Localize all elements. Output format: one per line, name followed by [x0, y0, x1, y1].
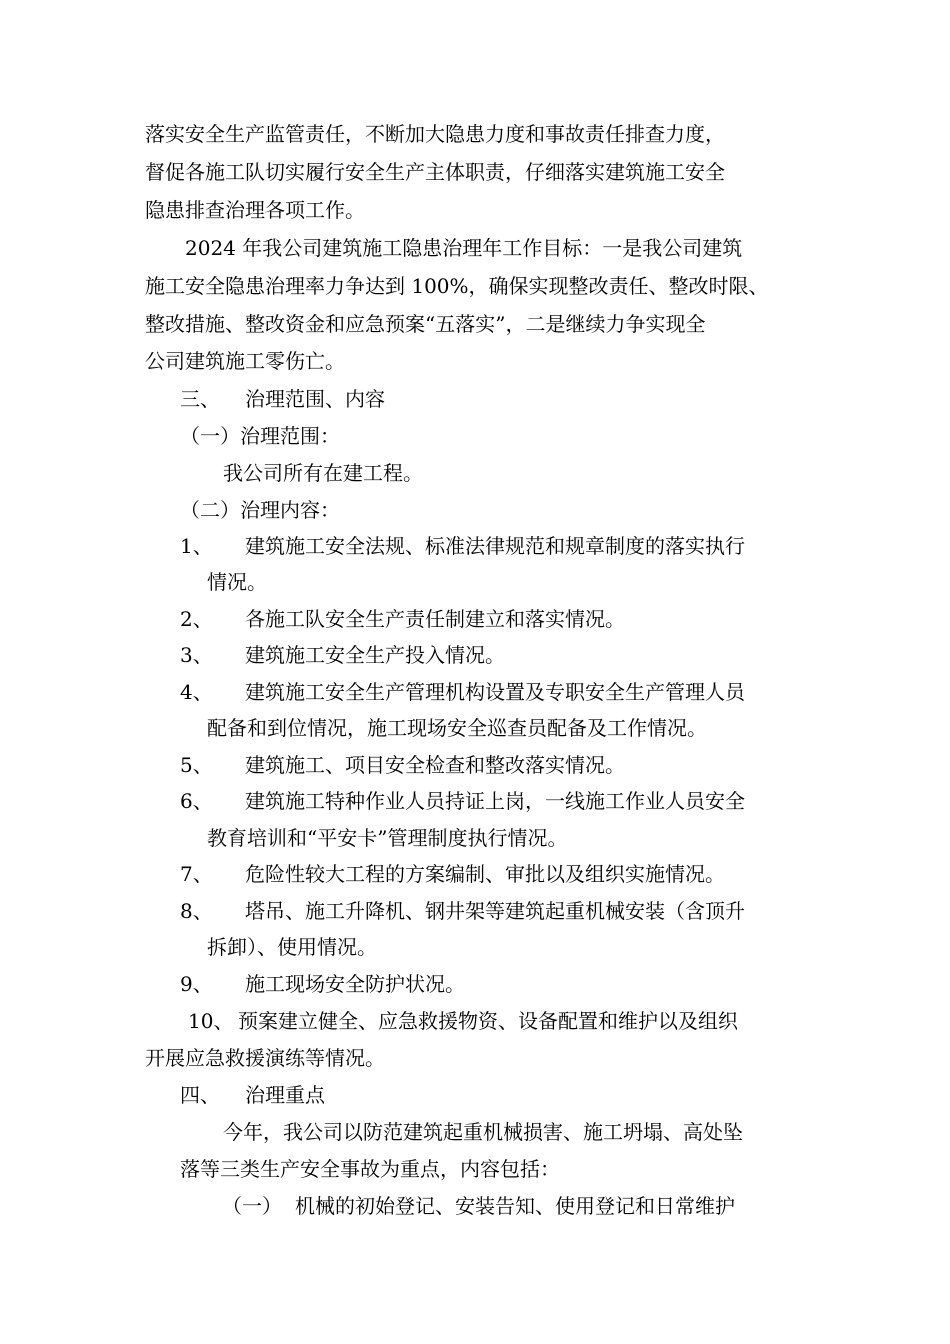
- item-number: 4、: [180, 680, 213, 704]
- item-text: 施工现场安全防护状况。: [245, 972, 465, 996]
- item-text: 危险性较大工程的方案编制、审批以及组织实施情况。: [245, 862, 725, 886]
- scope-heading: （一）治理范围：: [180, 424, 340, 448]
- scope-text: 我公司所有在建工程。: [223, 461, 423, 485]
- item-text-cont: 教育培训和“平安卡”管理制度执行情况。: [207, 826, 568, 850]
- goal-line-2: 施工安全隐患治理率力争达到 100%，确保实现整改责任、整改时限、: [145, 274, 769, 298]
- section3-number: 三、: [180, 387, 220, 411]
- item-text: 建筑施工安全法规、标准法律规范和规章制度的落实执行: [245, 534, 745, 558]
- subsection-number: （一）: [222, 1194, 282, 1218]
- item-text-cont: 开展应急救援演练等情况。: [145, 1046, 385, 1070]
- item-text: 预案建立健全、应急救援物资、设备配置和维护以及组织: [238, 1009, 738, 1033]
- goal-line-3: 整改措施、整改资金和应急预案“五落实”，二是继续力争实现全: [145, 312, 706, 336]
- item-text: 建筑施工特种作业人员持证上岗，一线施工作业人员安全: [245, 789, 745, 813]
- item-text-cont: 情况。: [207, 570, 267, 594]
- goal-line-1: 2024 年我公司建筑施工隐患治理年工作目标：一是我公司建筑: [185, 236, 743, 260]
- item-number: 6、: [180, 789, 213, 813]
- section3-title: 治理范围、内容: [245, 387, 385, 411]
- goal-line-4: 公司建筑施工零伤亡。: [145, 349, 345, 373]
- item-number: 1、: [180, 534, 213, 558]
- section4-number: 四、: [180, 1083, 220, 1107]
- item-text-cont: 拆卸）、使用情况。: [207, 935, 377, 959]
- item-text: 各施工队安全生产责任制建立和落实情况。: [245, 607, 625, 631]
- subsection-text: 机械的初始登记、安装告知、使用登记和日常维护: [295, 1194, 735, 1218]
- content-heading: （二）治理内容：: [180, 498, 340, 522]
- item-text-cont: 配备和到位情况，施工现场安全巡查员配备及工作情况。: [207, 716, 707, 740]
- section4-title: 治理重点: [245, 1083, 325, 1107]
- intro-line-2: 督促各施工队切实履行安全生产主体职责，仔细落实建筑施工安全: [145, 160, 725, 184]
- item-text: 建筑施工安全生产管理机构设置及专职安全生产管理人员: [245, 680, 745, 704]
- item-number: 10、: [188, 1009, 234, 1033]
- section4-paragraph-line-2: 落等三类生产安全事故为重点，内容包括：: [180, 1157, 560, 1181]
- item-number: 2、: [180, 607, 213, 631]
- item-text: 建筑施工、项目安全检查和整改落实情况。: [245, 753, 625, 777]
- intro-line-1: 落实安全生产监管责任，不断加大隐患力度和事故责任排查力度，: [145, 122, 725, 146]
- item-number: 3、: [180, 643, 213, 667]
- item-number: 5、: [180, 753, 213, 777]
- item-text: 塔吊、施工升降机、钢井架等建筑起重机械安装（含顶升: [245, 899, 745, 923]
- item-number: 9、: [180, 972, 213, 996]
- item-text: 建筑施工安全生产投入情况。: [245, 643, 505, 667]
- section4-paragraph-line-1: 今年，我公司以防范建筑起重机械损害、施工坍塌、高处坠: [223, 1120, 743, 1144]
- item-number: 8、: [180, 899, 213, 923]
- item-number: 7、: [180, 862, 213, 886]
- intro-line-3: 隐患排查治理各项工作。: [145, 198, 365, 222]
